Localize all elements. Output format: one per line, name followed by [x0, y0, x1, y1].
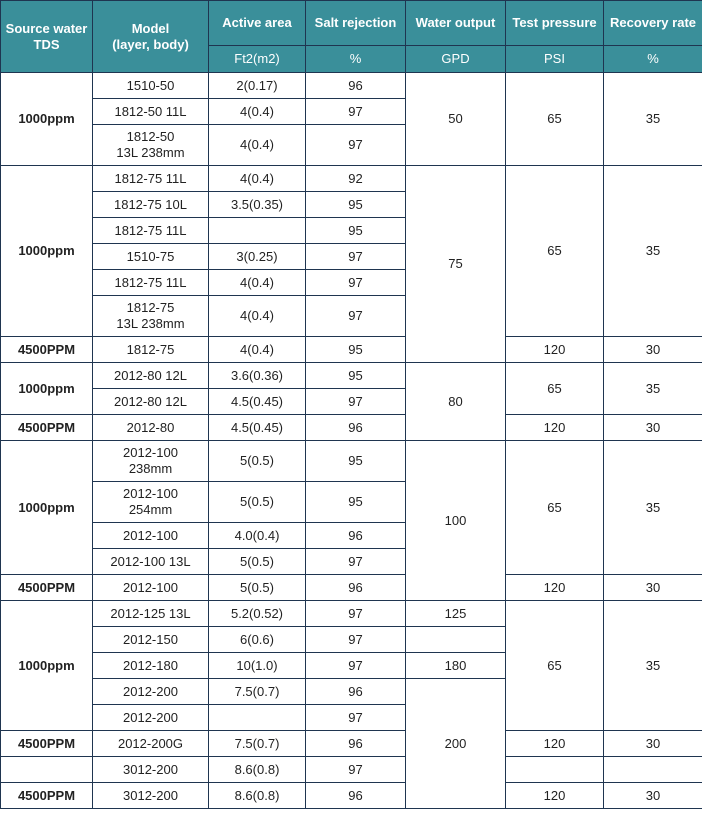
table-row [1, 757, 702, 783]
pressure-cell: 120 [506, 783, 604, 809]
salt-rejection-header: Salt rejection [306, 1, 406, 46]
model-cell: 2012-80 12L [93, 363, 209, 389]
pressure-cell: 120 [506, 415, 604, 441]
source-tds-cell: 4500PPM [1, 783, 93, 809]
output-cell: 75 [406, 166, 506, 363]
source-tds-cell: 4500PPM [1, 575, 93, 601]
salt-cell: 96 [306, 415, 406, 441]
recovery-cell: 30 [604, 783, 702, 809]
salt-cell: 97 [306, 601, 406, 627]
salt-cell: 97 [306, 270, 406, 296]
salt-rejection-unit: % [306, 46, 406, 73]
area-cell: 4(0.4) [209, 99, 306, 125]
model-cell: 2012-80 12L [93, 389, 209, 415]
area-cell: 4.5(0.45) [209, 415, 306, 441]
salt-cell: 96 [306, 679, 406, 705]
model-cell: 2012-200G [93, 731, 209, 757]
area-cell: 5.2(0.52) [209, 601, 306, 627]
water-output-header: Water output [406, 1, 506, 46]
source-tds-cell: 4500PPM [1, 731, 93, 757]
model-cell: 1812-75 11L [93, 218, 209, 244]
model-cell: 1812-75 11L [93, 166, 209, 192]
recovery-cell: 35 [604, 601, 702, 731]
recovery-cell: 30 [604, 731, 702, 757]
salt-cell: 97 [306, 296, 406, 337]
model-cell: 1812-50 13L 238mm [93, 125, 209, 166]
area-cell: 4.5(0.45) [209, 389, 306, 415]
recovery-rate-unit: % [604, 46, 702, 73]
model-cell: 2012-100 13L [93, 549, 209, 575]
area-cell: 7.5(0.7) [209, 731, 306, 757]
water-output-unit: GPD [406, 46, 506, 73]
area-cell: 7.5(0.7) [209, 679, 306, 705]
pressure-cell: 65 [506, 363, 604, 415]
salt-cell: 96 [306, 783, 406, 809]
model-cell: 1510-75 [93, 244, 209, 270]
active-area-unit: Ft2(m2) [209, 46, 306, 73]
pressure-cell: 120 [506, 337, 604, 363]
salt-cell: 96 [306, 73, 406, 99]
salt-cell: 97 [306, 389, 406, 415]
model-cell: 3012-200 [93, 757, 209, 783]
salt-cell: 97 [306, 653, 406, 679]
test-pressure-header: Test pressure [506, 1, 604, 46]
salt-cell: 96 [306, 575, 406, 601]
source-tds-cell [1, 757, 93, 783]
area-cell: 2(0.17) [209, 73, 306, 99]
source-tds-cell: 1000ppm [1, 601, 93, 731]
salt-cell: 95 [306, 441, 406, 482]
output-cell: 80 [406, 363, 506, 441]
model-cell: 2012-125 13L [93, 601, 209, 627]
area-cell: 4(0.4) [209, 296, 306, 337]
salt-cell: 95 [306, 218, 406, 244]
area-cell: 4(0.4) [209, 166, 306, 192]
salt-cell: 97 [306, 627, 406, 653]
output-cell: 200 [406, 679, 506, 809]
model-cell: 1812-75 10L [93, 192, 209, 218]
source-tds-cell: 4500PPM [1, 337, 93, 363]
area-cell: 8.6(0.8) [209, 757, 306, 783]
area-cell: 5(0.5) [209, 549, 306, 575]
model-cell: 2012-100 [93, 575, 209, 601]
table-row [1, 731, 702, 757]
pressure-cell: 120 [506, 731, 604, 757]
salt-cell: 95 [306, 337, 406, 363]
pressure-cell: 65 [506, 166, 604, 337]
table-row [1, 166, 702, 192]
area-cell: 5(0.5) [209, 482, 306, 523]
area-cell [209, 705, 306, 731]
source-tds-cell: 4500PPM [1, 415, 93, 441]
recovery-cell: 30 [604, 337, 702, 363]
table-row [1, 73, 702, 99]
table-row [1, 783, 702, 809]
recovery-cell: 30 [604, 415, 702, 441]
pressure-cell [506, 757, 604, 783]
output-cell: 50 [406, 73, 506, 166]
model-cell: 2012-150 [93, 627, 209, 653]
table-row [1, 601, 702, 627]
salt-cell: 92 [306, 166, 406, 192]
recovery-cell: 35 [604, 73, 702, 166]
table-row [1, 337, 702, 363]
salt-cell: 97 [306, 757, 406, 783]
model-cell: 1812-75 13L 238mm [93, 296, 209, 337]
area-cell: 4(0.4) [209, 270, 306, 296]
test-pressure-unit: PSI [506, 46, 604, 73]
recovery-cell: 35 [604, 363, 702, 415]
output-cell [406, 627, 506, 653]
model-cell: 2012-100 254mm [93, 482, 209, 523]
model-cell: 3012-200 [93, 783, 209, 809]
area-cell: 3.6(0.36) [209, 363, 306, 389]
output-cell: 100 [406, 441, 506, 601]
salt-cell: 95 [306, 363, 406, 389]
area-cell: 3(0.25) [209, 244, 306, 270]
area-cell: 6(0.6) [209, 627, 306, 653]
area-cell: 4.0(0.4) [209, 523, 306, 549]
recovery-cell: 30 [604, 575, 702, 601]
area-cell: 8.6(0.8) [209, 783, 306, 809]
model-cell: 2012-200 [93, 679, 209, 705]
model-cell: 2012-100 [93, 523, 209, 549]
output-cell: 125 [406, 601, 506, 627]
active-area-header: Active area [209, 1, 306, 46]
salt-cell: 97 [306, 125, 406, 166]
pressure-cell: 65 [506, 601, 604, 731]
table-row [1, 575, 702, 601]
model-cell: 2012-80 [93, 415, 209, 441]
recovery-rate-header: Recovery rate [604, 1, 702, 46]
model-cell: 2012-180 [93, 653, 209, 679]
source-tds-cell: 1000ppm [1, 363, 93, 415]
table-row [1, 441, 702, 482]
pressure-cell: 65 [506, 441, 604, 575]
area-cell: 4(0.4) [209, 125, 306, 166]
salt-cell: 97 [306, 549, 406, 575]
salt-cell: 97 [306, 99, 406, 125]
area-cell: 10(1.0) [209, 653, 306, 679]
recovery-cell [604, 757, 702, 783]
source-tds-cell: 1000ppm [1, 73, 93, 166]
source-tds-cell: 1000ppm [1, 166, 93, 337]
model-cell: 1812-75 [93, 337, 209, 363]
source-tds-cell: 1000ppm [1, 441, 93, 575]
area-cell: 5(0.5) [209, 441, 306, 482]
salt-cell: 97 [306, 705, 406, 731]
salt-cell: 96 [306, 523, 406, 549]
model-header: Model (layer, body) [93, 1, 209, 73]
salt-cell: 95 [306, 192, 406, 218]
model-cell: 1812-75 11L [93, 270, 209, 296]
recovery-cell: 35 [604, 441, 702, 575]
salt-cell: 96 [306, 731, 406, 757]
model-cell: 1812-50 11L [93, 99, 209, 125]
source-tds-header: Source water TDS [1, 1, 93, 73]
model-cell: 1510-50 [93, 73, 209, 99]
area-cell: 3.5(0.35) [209, 192, 306, 218]
area-cell [209, 218, 306, 244]
table-row [1, 363, 702, 389]
area-cell: 4(0.4) [209, 337, 306, 363]
pressure-cell: 120 [506, 575, 604, 601]
salt-cell: 97 [306, 244, 406, 270]
model-cell: 2012-200 [93, 705, 209, 731]
table-row [1, 415, 702, 441]
area-cell: 5(0.5) [209, 575, 306, 601]
recovery-cell: 35 [604, 166, 702, 337]
model-cell: 2012-100 238mm [93, 441, 209, 482]
pressure-cell: 65 [506, 73, 604, 166]
salt-cell: 95 [306, 482, 406, 523]
output-cell: 180 [406, 653, 506, 679]
